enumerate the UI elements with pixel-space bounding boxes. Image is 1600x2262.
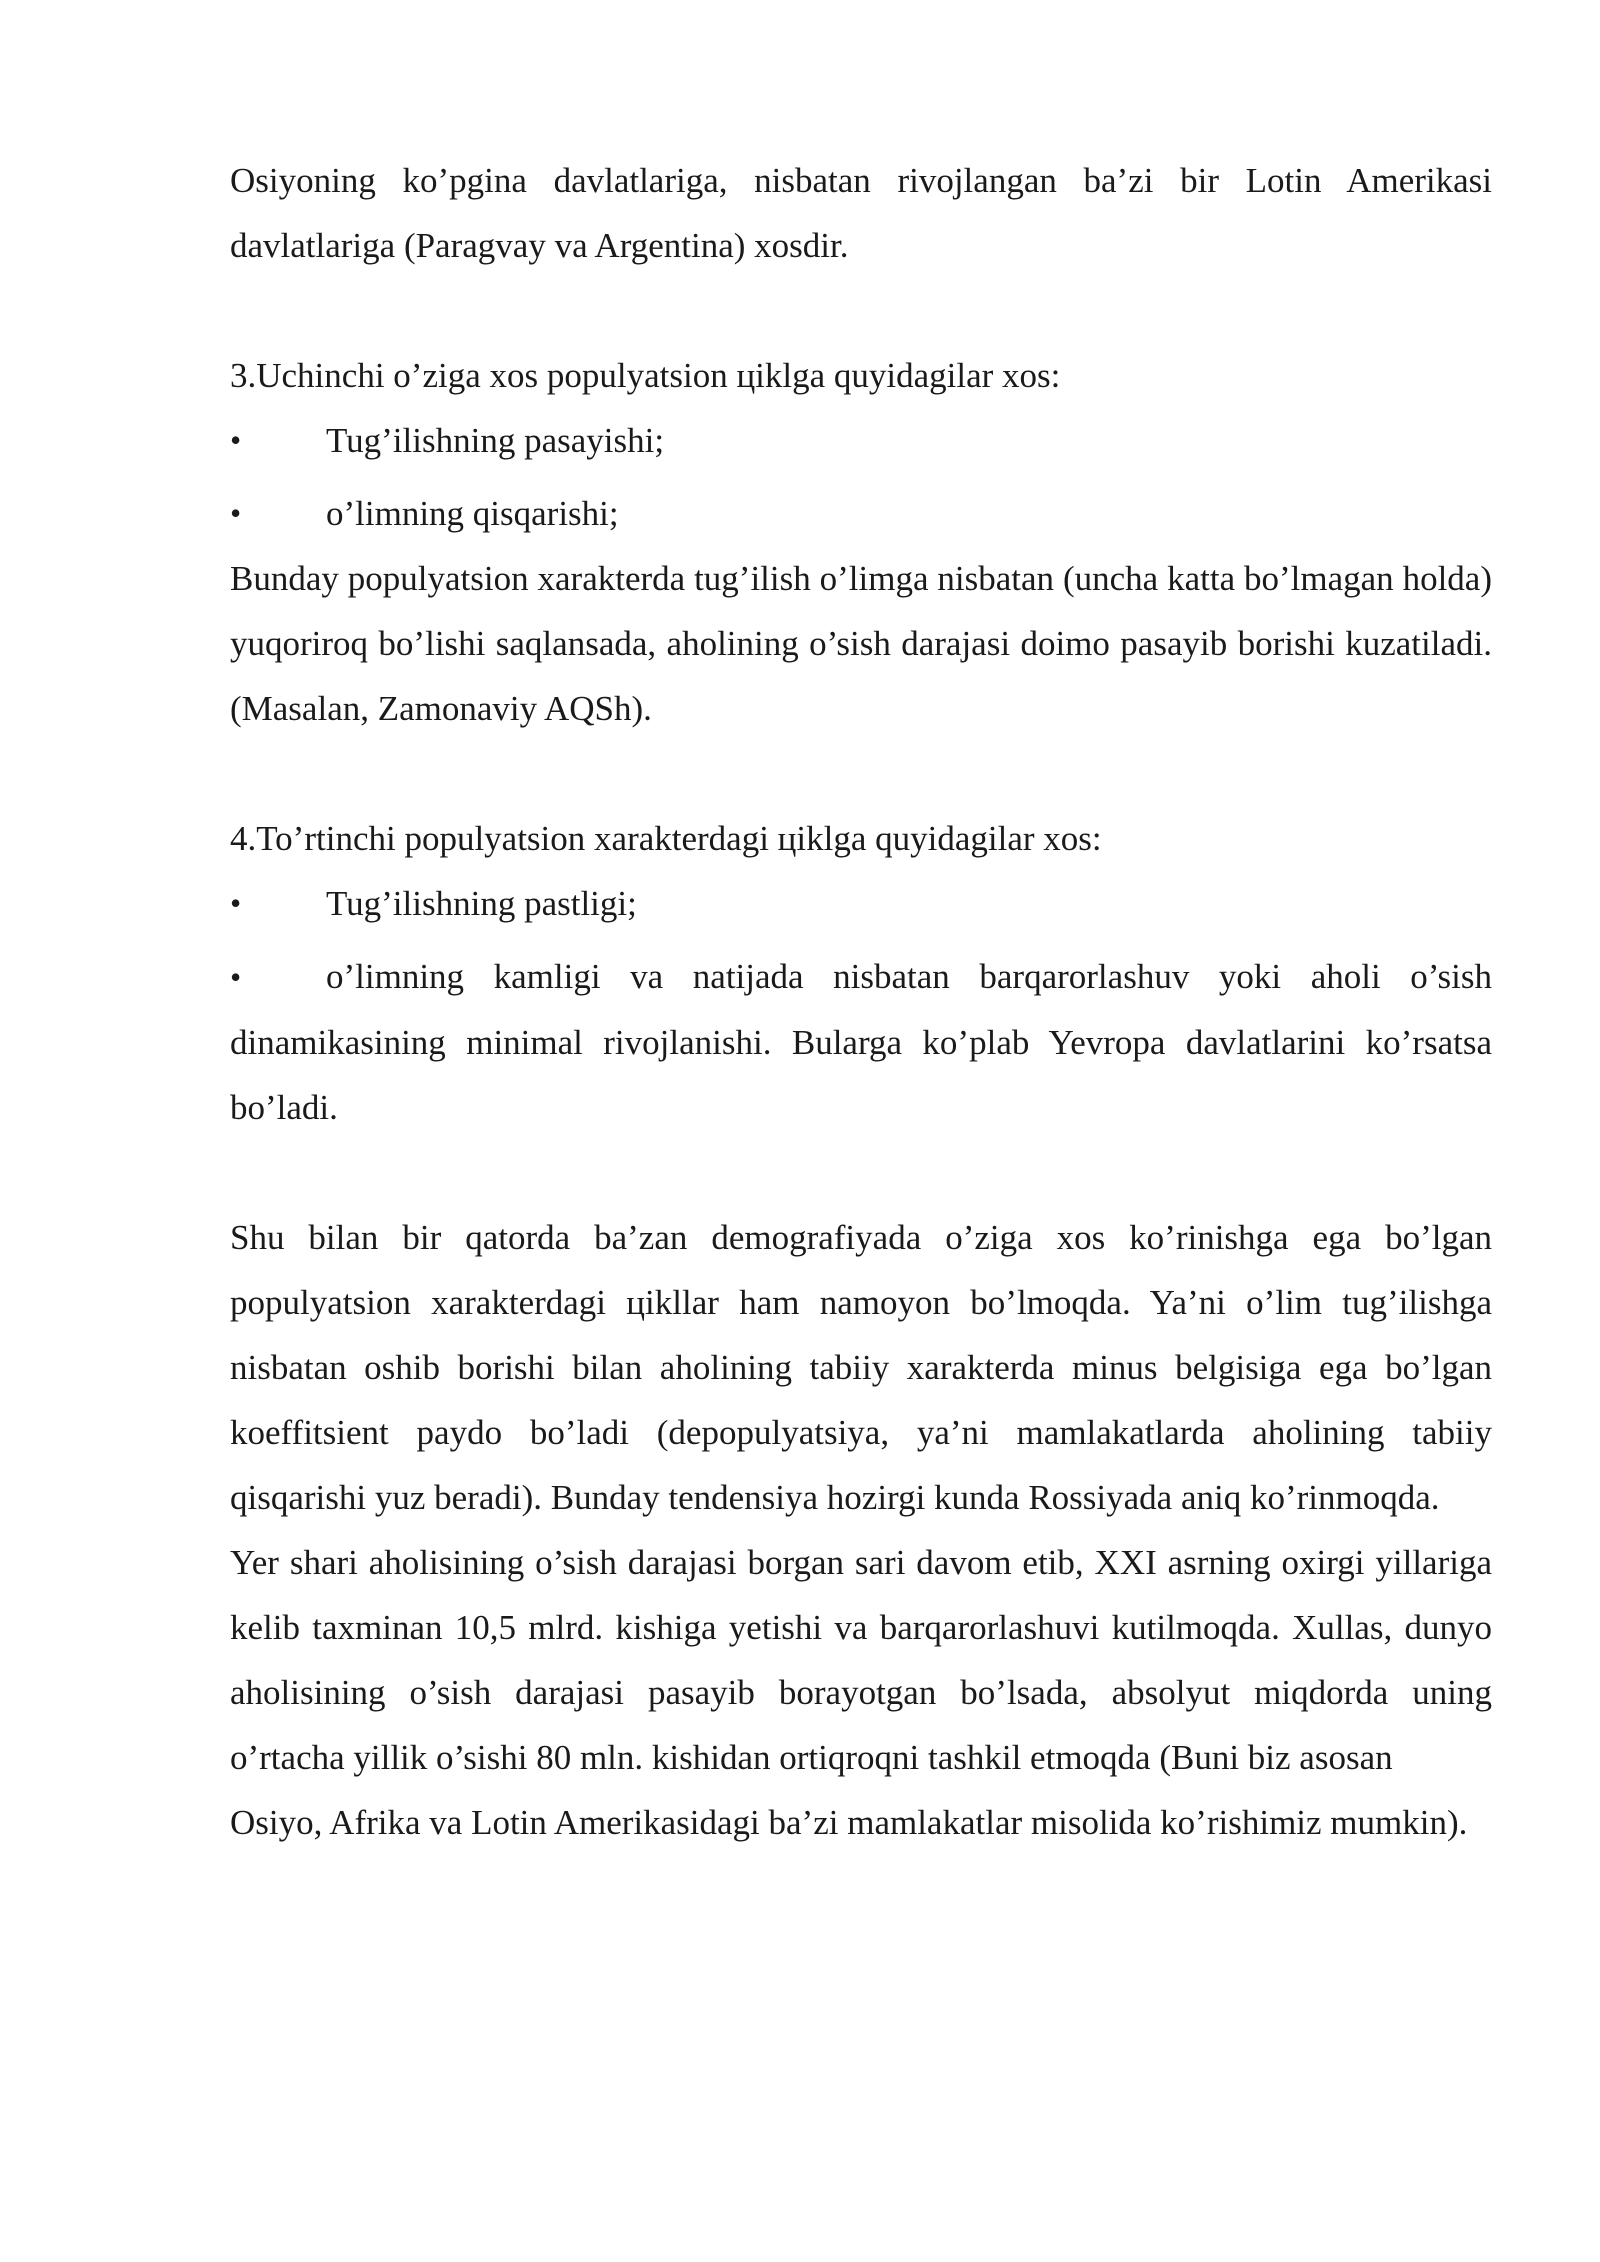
document-page (230, 148, 1492, 1855)
list-item-text: o’limning kamligi va natijada nisbatan barqarorlashuv yoki aholi o’sish dinamikasining minimal rivojlanishi. Bularga ko’plab Yevropa davlatlarini ko’rsatsa bo’ladi. (230, 957, 1492, 1127)
list-item-text: o’limning qisqarishi; (326, 494, 619, 533)
list-item (230, 871, 1492, 936)
paragraph-third-cycle-description: Bunday populyatsion xarakterda tug’ilish o’limga nisbatan (uncha katta bo’lmagan holda) yuqoriroq bo’lishi saqlansada, aholining o’sish darajasi doimo pasayib borishi kuzatiladi. (Masalan, Zamonaviy AQSh). (230, 559, 1492, 728)
heading-fourth-cycle: 4.To’rtinchi populyatsion xarakterdagi цiklga quyidagilar xos: (230, 819, 1102, 858)
bullet-icon: • (230, 885, 242, 921)
paragraph-gap (230, 741, 1492, 806)
bullet-icon: • (230, 422, 242, 458)
list-item (230, 944, 1492, 1140)
paragraph-gap (230, 278, 1492, 343)
bullet-icon: • (230, 495, 242, 531)
list-item-text: Tug’ilishning pastligi; (326, 884, 637, 923)
list-item (230, 481, 1492, 546)
paragraph-world-population: Yer shari aholisining o’sish darajasi borgan sari davom etib, XXI asrning oxirgi yillariga kelib taxminan 10,5 mlrd. kishiga yetishi va barqarorlashuvi kutilmoqda. Xullas, dunyo aholisining o’sish darajasi pasayib borayotgan bo’lsada, absolyut miqdorda uning o’rtacha yillik o’sishi 80 mln. kishidan ortiqroqni tashkil etmoqda (Buni biz asosan (230, 1543, 1492, 1777)
list-item (230, 408, 1492, 473)
bullet-icon: • (230, 959, 242, 995)
paragraph-intro: Osiyoning ko’pgina davlatlariga, nisbatan rivojlangan ba’zi bir Lotin Amerikasi davlatlariga (Paragvay va Argentina) xosdir. (230, 161, 1492, 265)
list-item-text: Tug’ilishning pasayishi; (326, 421, 665, 460)
paragraph-examples: Osiyo, Afrika va Lotin Amerikasidagi ba’zi mamlakatlar misolida ko’rishimiz mumkin). (230, 1803, 1468, 1842)
paragraph-depopulation: Shu bilan bir qatorda ba’zan demografiyada o’ziga xos ko’rinishga ega bo’lgan populyatsion xarakterdagi цikllar ham namoyon bo’lmoqda. Ya’ni o’lim tug’ilishga nisbatan oshib borishi bilan aholining tabiiy xarakterda minus belgisiga ega bo’lgan koeffitsient paydo bo’ladi (depopulyatsiya, ya’ni mamlakatlarda aholining tabiiy qisqarishi yuz beradi). Bunday tendensiya hozirgi kunda Rossiyada aniq ko’rinmoqda. (230, 1218, 1492, 1517)
paragraph-gap (230, 1140, 1492, 1205)
heading-third-cycle: 3.Uchinchi o’ziga xos populyatsion цiklga quyidagilar xos: (230, 356, 1061, 395)
